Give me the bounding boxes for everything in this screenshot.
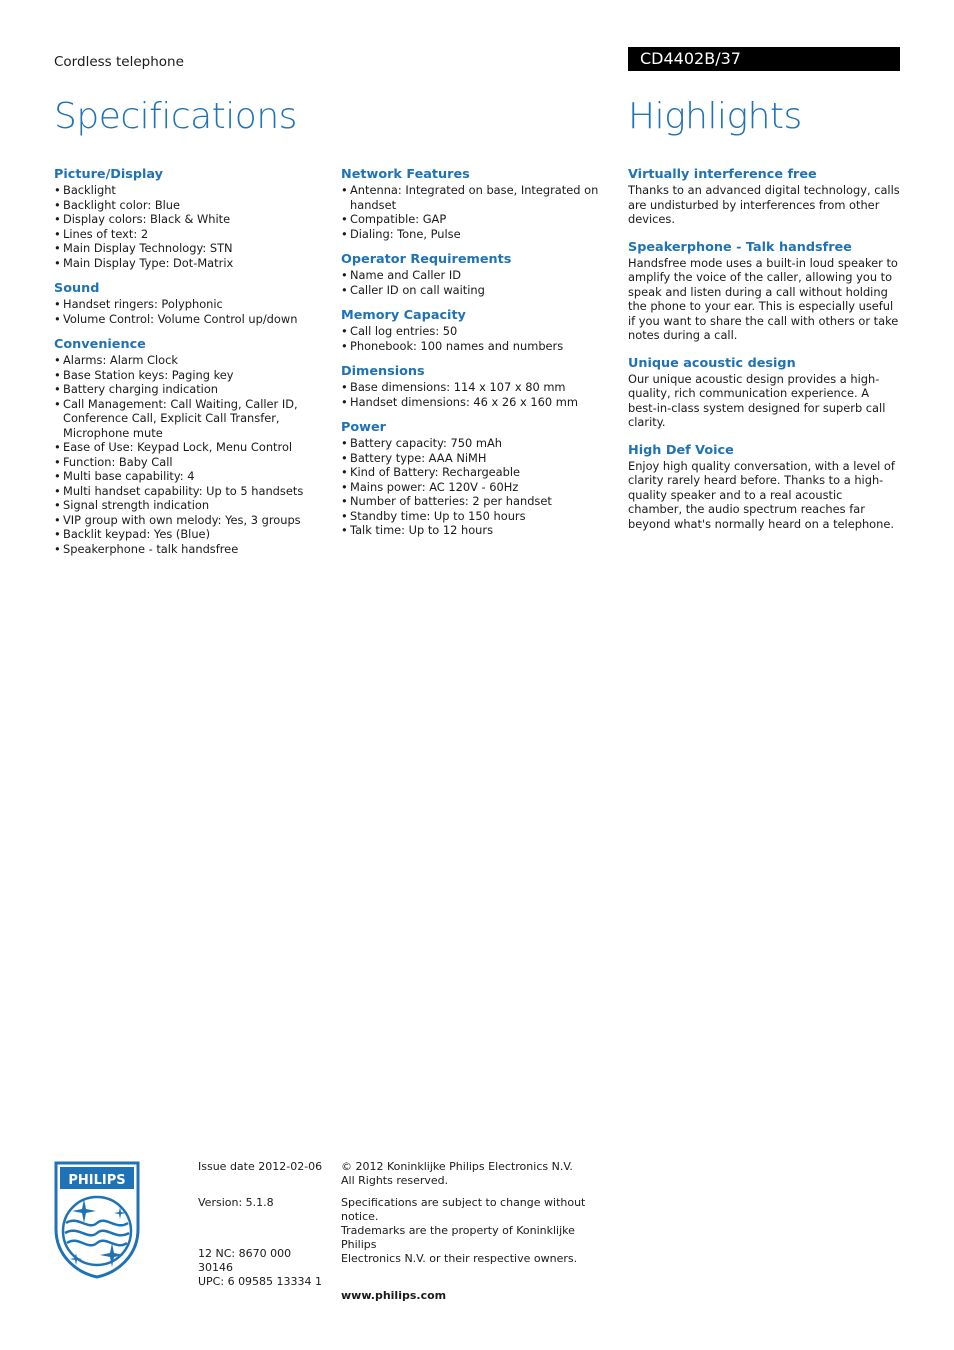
spec-item: • Main Display Technology: STN (54, 241, 324, 256)
spec-item: • Caller ID on call waiting (341, 283, 621, 298)
spec-item: • Backlit keypad: Yes (Blue) (54, 527, 324, 542)
spec-item: • Mains power: AC 120V - 60Hz (341, 480, 621, 495)
logo-wordmark: PHILIPS (68, 1173, 126, 1188)
highlight-item (628, 357, 900, 430)
spec-item: • Dialing: Tone, Pulse (341, 227, 621, 242)
highlight-title: High Def Voice (628, 442, 734, 458)
spec-list (341, 324, 621, 353)
spec-item: • Name and Caller ID (341, 268, 621, 283)
spec-item: • Battery charging indication (54, 382, 324, 397)
model-number-bar: CD4402B/37 (628, 47, 900, 71)
spec-item: • Signal strength indication (54, 498, 324, 513)
spec-item: • Number of batteries: 2 per handset (341, 494, 621, 509)
highlights-title: Highlights (628, 96, 802, 137)
spec-section-title: Memory Capacity (341, 308, 466, 323)
spec-list (54, 297, 324, 326)
spec-item: • Multi base capability: 4 (54, 469, 324, 484)
footer-issue-info (198, 1160, 328, 1289)
spec-section (341, 365, 621, 409)
spec-item: • Backlight (54, 183, 324, 198)
spec-section (54, 282, 324, 326)
spec-item: • Alarms: Alarm Clock (54, 353, 324, 368)
rights: All Rights reserved. (341, 1174, 449, 1187)
spec-item: • Multi handset capability: Up to 5 handsets (54, 484, 324, 499)
spec-item: • Battery capacity: 750 mAh (341, 436, 621, 451)
disclaimer-line-1: Specifications are subject to change without notice. (341, 1196, 586, 1223)
spec-column-1 (54, 168, 324, 568)
spec-item: • Base Station keys: Paging key (54, 368, 324, 383)
spec-item: • Call Management: Call Waiting, Caller ID, Conference Call, Explicit Call Transfer, Microphone mute (54, 397, 324, 441)
spec-section (341, 253, 621, 297)
philips-shield-logo (54, 1161, 140, 1279)
spec-item: • Base dimensions: 114 x 107 x 80 mm (341, 380, 621, 395)
highlight-title: Speakerphone - Talk handsfree (628, 239, 852, 255)
spec-item: • Talk time: Up to 12 hours (341, 523, 621, 538)
spec-section (341, 421, 621, 538)
spec-list (54, 183, 324, 270)
spec-list (341, 380, 621, 409)
spec-item: • Main Display Type: Dot-Matrix (54, 256, 324, 271)
spec-section-title: Network Features (341, 167, 470, 182)
upc-code: UPC: 6 09585 13334 1 (198, 1275, 323, 1288)
copyright: © 2012 Koninklijke Philips Electronics N.V. (341, 1160, 573, 1173)
spec-section-title: Operator Requirements (341, 252, 512, 267)
spec-section-title: Sound (54, 281, 100, 296)
product-category: Cordless telephone (54, 54, 184, 70)
spec-section-title: Dimensions (341, 364, 425, 379)
spec-list (341, 268, 621, 297)
spec-item: • Standby time: Up to 150 hours (341, 509, 621, 524)
spec-item: • Backlight color: Blue (54, 198, 324, 213)
spec-section (54, 338, 324, 556)
highlight-text: Handsfree mode uses a built-in loud speaker to amplify the voice of the caller, allowing you to speak and listen during a call without holding the phone to your ear. This is especially useful if you want to share the call with others or take notes during a call. (628, 255, 899, 342)
spec-section (341, 168, 621, 241)
highlight-text: Enjoy high quality conversation, with a level of clarity rarely heard before. Thanks to a high-quality speaker and to a real acoustic chamber, the audio spectrum reaches far beyond what's normally heard on a telephone. (628, 458, 895, 531)
highlight-text: Thanks to an advanced digital technology, calls are undisturbed by interferences from other devices. (628, 183, 900, 226)
highlight-title: Virtually interference free (628, 167, 817, 182)
spec-column-2 (341, 168, 621, 550)
disclaimer-line-2: Trademarks are the property of Koninklijke Philips (341, 1224, 575, 1251)
website-link[interactable]: www.philips.com (341, 1289, 447, 1302)
spec-list (341, 436, 621, 538)
spec-item: • Antenna: Integrated on base, Integrated on handset (341, 183, 621, 212)
spec-list (341, 183, 621, 241)
spec-section (54, 168, 324, 270)
highlight-text: Our unique acoustic design provides a high-quality, rich communication experience. A best-in-class system designed for superb call clarity. (628, 371, 886, 429)
footer-legal (341, 1160, 601, 1303)
spec-item: • Ease of Use: Keypad Lock, Menu Control (54, 440, 324, 455)
spec-item: • Function: Baby Call (54, 455, 324, 470)
disclaimer-line-3: Electronics N.V. or their respective owners. (341, 1252, 578, 1265)
spec-item: • Display colors: Black & White (54, 212, 324, 227)
spec-item: • Speakerphone - talk handsfree (54, 542, 324, 557)
spec-item: • Lines of text: 2 (54, 227, 324, 242)
spec-item: • Compatible: GAP (341, 212, 621, 227)
highlight-item (628, 168, 900, 227)
highlight-item (628, 241, 900, 343)
spec-section-title: Convenience (54, 337, 146, 352)
spec-item: • Handset ringers: Polyphonic (54, 297, 324, 312)
spec-section-title: Picture/Display (54, 167, 163, 182)
spec-item: • Phonebook: 100 names and numbers (341, 339, 621, 354)
version: Version: 5.1.8 (198, 1196, 274, 1209)
spec-section (341, 309, 621, 353)
highlights-column (628, 168, 900, 545)
spec-section-title: Power (341, 420, 386, 435)
spec-item: • Battery type: AAA NiMH (341, 451, 621, 466)
spec-item: • VIP group with own melody: Yes, 3 groups (54, 513, 324, 528)
specifications-title: Specifications (54, 96, 297, 137)
spec-item: • Call log entries: 50 (341, 324, 621, 339)
highlight-item (628, 444, 900, 532)
spec-item: • Volume Control: Volume Control up/down (54, 312, 324, 327)
spec-list (54, 353, 324, 556)
highlight-title: Unique acoustic design (628, 355, 796, 371)
nc-code: 12 NC: 8670 000 30146 (198, 1247, 292, 1274)
spec-item: • Handset dimensions: 46 x 26 x 160 mm (341, 395, 621, 410)
issue-date: Issue date 2012-02-06 (198, 1160, 323, 1173)
spec-item: • Kind of Battery: Rechargeable (341, 465, 621, 480)
